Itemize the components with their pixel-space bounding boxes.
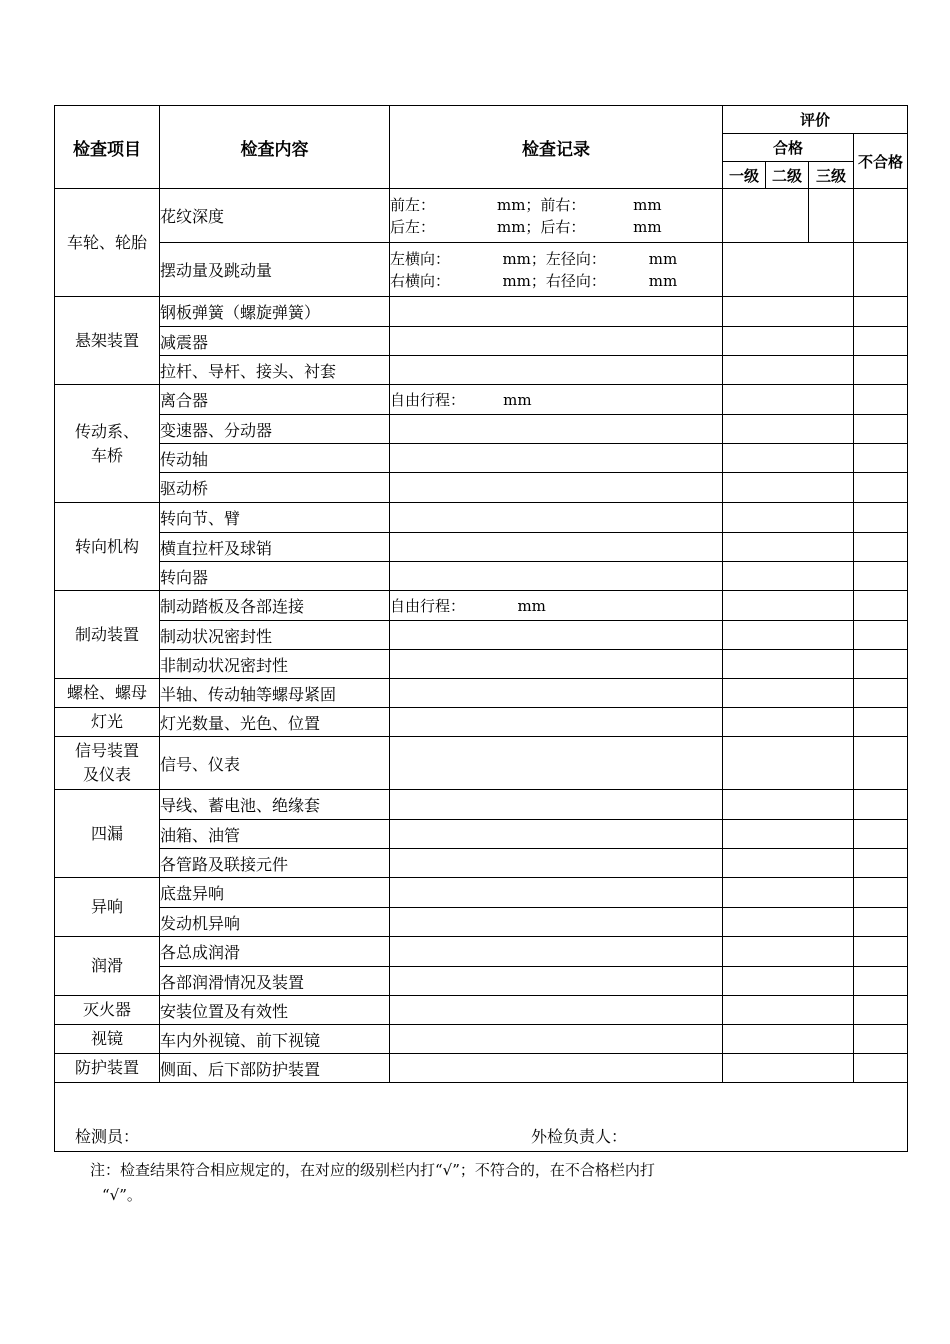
record-field[interactable] [390,996,723,1025]
pass-check-cell[interactable] [723,679,854,708]
fail-check-cell[interactable] [854,533,908,562]
fail-check-cell[interactable] [854,473,908,503]
record-field[interactable] [390,356,723,385]
record-field[interactable] [390,937,723,967]
table-row [55,1025,908,1054]
record-field[interactable] [390,562,723,591]
content-cell: 灯光数量、光色、位置 [160,708,390,737]
pass-check-cell[interactable] [723,737,854,790]
table-row [55,415,908,444]
fail-check-cell[interactable] [854,621,908,650]
fail-check-cell[interactable] [854,189,908,243]
signature-row [55,1083,908,1152]
category-cell: 传动系、 车桥 [55,385,160,503]
category-cell: 灭火器 [55,996,160,1025]
header-pass: 合格 [723,134,854,162]
pass-check-cell[interactable] [723,708,854,737]
content-cell: 各总成润滑 [160,937,390,967]
content-cell: 钢板弹簧（螺旋弹簧） [160,297,390,327]
footnote-line1: 注：检查结果符合相应规定的，在对应的级别栏内打“√”；不符合的，在不合格栏内打 [90,1161,655,1179]
content-cell: 导线、蓄电池、绝缘套 [160,790,390,820]
header-evaluation: 评价 [723,106,908,134]
content-cell: 制动踏板及各部连接 [160,591,390,621]
fail-check-cell[interactable] [854,327,908,356]
responsible-label: 外检负责人： [531,1127,628,1146]
table-row [55,473,908,503]
category-cell: 车轮、轮胎 [55,189,160,297]
table-row [55,650,908,679]
pass-check-cell[interactable] [723,503,854,533]
table-row [55,189,908,243]
category-cell: 润滑 [55,937,160,996]
record-field[interactable]: 自由行程： mm [390,591,723,621]
record-field[interactable] [390,737,723,790]
record-field[interactable] [390,503,723,533]
content-cell: 各部润滑情况及装置 [160,967,390,996]
fail-check-cell[interactable] [854,967,908,996]
record-field[interactable] [390,679,723,708]
pass-check-cell[interactable] [723,243,854,297]
header-content: 检查内容 [160,106,390,189]
header-record: 检查记录 [390,106,723,189]
fail-check-cell[interactable] [854,503,908,533]
record-field[interactable] [390,1025,723,1054]
pass-check-cell[interactable] [723,473,854,503]
record-field[interactable] [390,1054,723,1083]
inspector-label: 检测员： [75,1127,140,1146]
pass-check-cell[interactable] [723,444,854,473]
table-row [55,790,908,820]
table-row [55,1054,908,1083]
table-row [55,878,908,908]
level3-check-cell[interactable] [809,189,854,243]
level1-2-check-cell[interactable] [723,189,809,243]
fail-check-cell[interactable] [854,737,908,790]
content-cell: 非制动状况密封性 [160,650,390,679]
pass-check-cell[interactable] [723,849,854,878]
pass-check-cell[interactable] [723,415,854,444]
fail-check-cell[interactable] [854,297,908,327]
pass-check-cell[interactable] [723,908,854,937]
pass-check-cell[interactable] [723,327,854,356]
category-cell: 异响 [55,878,160,937]
content-cell: 转向器 [160,562,390,591]
record-field[interactable] [390,415,723,444]
fail-check-cell[interactable] [854,356,908,385]
content-cell: 摆动量及跳动量 [160,243,390,297]
content-cell: 制动状况密封性 [160,621,390,650]
content-cell: 传动轴 [160,444,390,473]
header-item: 检查项目 [55,106,160,189]
fail-check-cell[interactable] [854,243,908,297]
content-cell: 转向节、臂 [160,503,390,533]
content-cell: 侧面、后下部防护装置 [160,1054,390,1083]
pass-check-cell[interactable] [723,356,854,385]
record-field[interactable] [390,820,723,849]
table-row [55,967,908,996]
record-field[interactable] [390,297,723,327]
fail-check-cell[interactable] [854,908,908,937]
pass-check-cell[interactable] [723,297,854,327]
content-cell: 驱动桥 [160,473,390,503]
content-cell: 各管路及联接元件 [160,849,390,878]
table-row [55,820,908,849]
fail-check-cell[interactable] [854,937,908,967]
fail-check-cell[interactable] [854,444,908,473]
content-cell: 变速器、分动器 [160,415,390,444]
pass-check-cell[interactable] [723,621,854,650]
record-field[interactable] [390,621,723,650]
content-cell: 车内外视镜、前下视镜 [160,1025,390,1054]
content-cell: 油箱、油管 [160,820,390,849]
pass-check-cell[interactable] [723,591,854,621]
pass-check-cell[interactable] [723,937,854,967]
pass-check-cell[interactable] [723,967,854,996]
fail-check-cell[interactable] [854,1054,908,1083]
category-cell: 四漏 [55,790,160,878]
record-field[interactable] [390,650,723,679]
content-cell: 减震器 [160,327,390,356]
table-row [55,937,908,967]
fail-check-cell[interactable] [854,562,908,591]
table-row [55,679,908,708]
category-cell: 制动装置 [55,591,160,679]
content-cell: 横直拉杆及球销 [160,533,390,562]
pass-check-cell[interactable] [723,1025,854,1054]
record-field[interactable] [390,473,723,503]
table-row [55,356,908,385]
fail-check-cell[interactable] [854,790,908,820]
record-field[interactable] [390,533,723,562]
record-field[interactable] [390,444,723,473]
record-field[interactable] [390,849,723,878]
pass-check-cell[interactable] [723,996,854,1025]
record-field[interactable] [390,878,723,908]
content-cell: 发动机异响 [160,908,390,937]
record-field[interactable] [390,327,723,356]
inspection-form-table [54,105,908,1152]
pass-check-cell[interactable] [723,1054,854,1083]
content-cell: 离合器 [160,385,390,415]
fail-check-cell[interactable] [854,996,908,1025]
content-cell: 拉杆、导杆、接头、衬套 [160,356,390,385]
pass-check-cell[interactable] [723,650,854,679]
pass-check-cell[interactable] [723,790,854,820]
table-row [55,444,908,473]
fail-check-cell[interactable] [854,415,908,444]
table-row [55,503,908,533]
table-row [55,327,908,356]
fail-check-cell[interactable] [854,591,908,621]
table-row [55,533,908,562]
record-field[interactable] [390,790,723,820]
table-row [55,996,908,1025]
table-row [55,562,908,591]
category-cell: 灯光 [55,708,160,737]
fail-check-cell[interactable] [854,679,908,708]
category-cell: 视镜 [55,1025,160,1054]
header-level2: 二级 [766,162,809,189]
fail-check-cell[interactable] [854,650,908,679]
table-row [55,708,908,737]
pass-check-cell[interactable] [723,878,854,908]
fail-check-cell[interactable] [854,708,908,737]
record-field[interactable] [390,908,723,937]
category-cell: 悬架装置 [55,297,160,385]
table-row [55,849,908,878]
form-body [55,189,908,1083]
fail-check-cell[interactable] [854,878,908,908]
fail-check-cell[interactable] [854,820,908,849]
record-field[interactable]: 前左： mm；前右： mm 后左： mm；后右： mm [390,189,723,243]
table-row [55,297,908,327]
category-cell: 螺栓、螺母 [55,679,160,708]
content-cell: 底盘异响 [160,878,390,908]
header-level3: 三级 [809,162,854,189]
content-cell: 花纹深度 [160,189,390,243]
record-field[interactable] [390,967,723,996]
fail-check-cell[interactable] [854,849,908,878]
table-row [55,737,908,790]
record-field[interactable]: 左横向： mm；左径向： mm 右横向： mm；右径向： mm [390,243,723,297]
header-fail: 不合格 [854,134,908,189]
pass-check-cell[interactable] [723,533,854,562]
table-row [55,908,908,937]
header-level1: 一级 [723,162,766,189]
record-field[interactable] [390,708,723,737]
category-cell: 信号装置 及仪表 [55,737,160,790]
content-cell: 半轴、传动轴等螺母紧固 [160,679,390,708]
content-cell: 信号、仪表 [160,737,390,790]
footnote-line2: “√”。 [102,1186,142,1204]
record-field[interactable]: 自由行程： mm [390,385,723,415]
table-row [55,385,908,415]
fail-check-cell[interactable] [854,385,908,415]
fail-check-cell[interactable] [854,1025,908,1054]
category-cell: 转向机构 [55,503,160,591]
pass-check-cell[interactable] [723,820,854,849]
footnote [90,1158,850,1208]
pass-check-cell[interactable] [723,385,854,415]
table-row [55,621,908,650]
content-cell: 安装位置及有效性 [160,996,390,1025]
category-cell: 防护装置 [55,1054,160,1083]
table-row [55,591,908,621]
pass-check-cell[interactable] [723,562,854,591]
table-row [55,243,908,297]
